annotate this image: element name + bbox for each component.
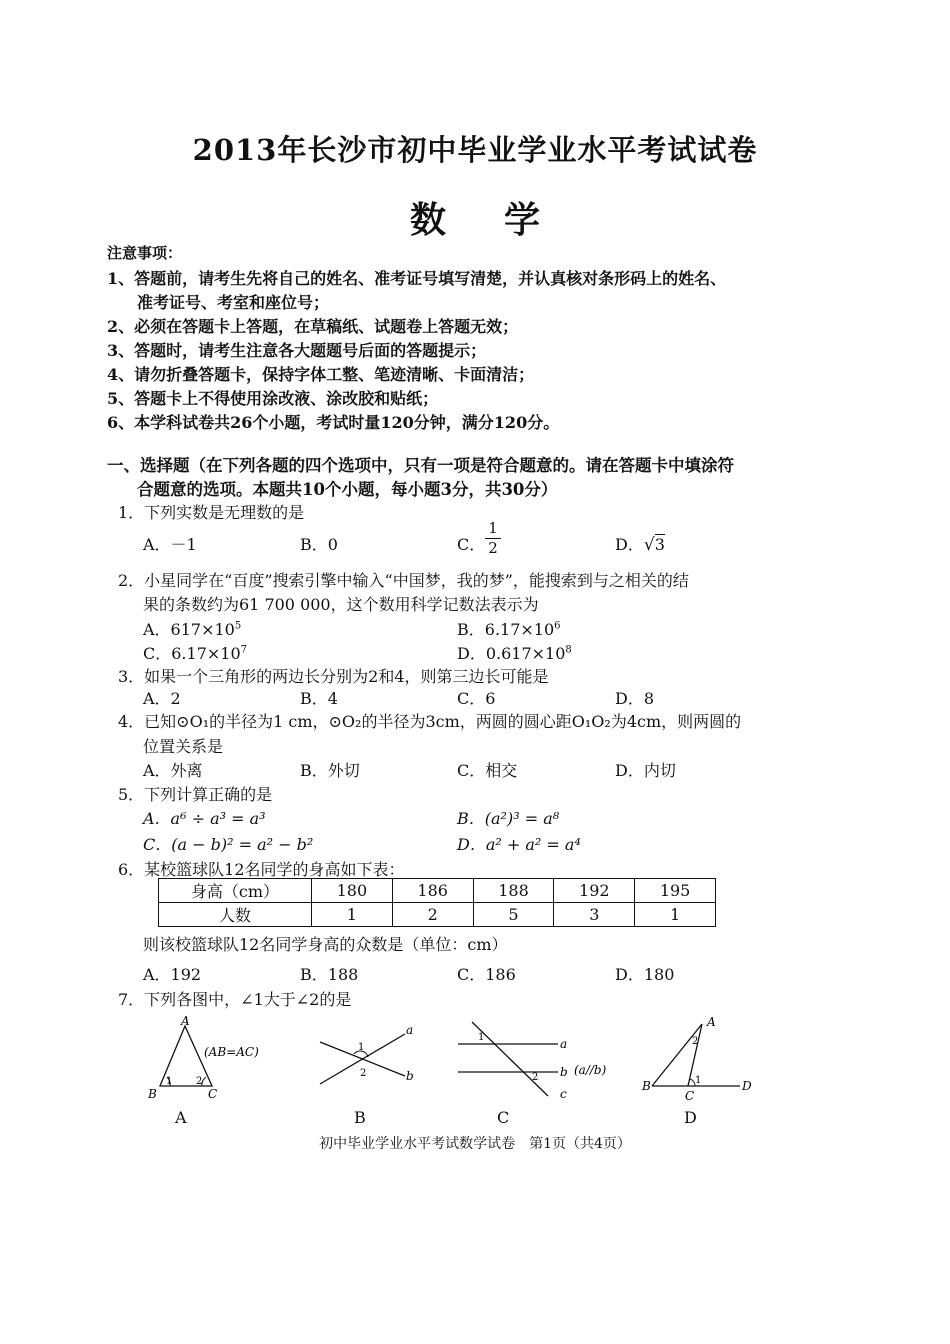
table-cell: 180 xyxy=(312,879,393,903)
q1-stem: 1．下列实数是无理数的是 xyxy=(118,503,305,522)
q1-fraction-num: 1 xyxy=(488,519,498,537)
fig-d-angle-2: 2 xyxy=(692,1036,699,1047)
fig-b-label-b: b xyxy=(406,1069,414,1083)
note-1-cont: 准考证号、考室和座位号； xyxy=(137,293,330,312)
fig-c-label-c: c xyxy=(560,1087,567,1101)
fig-d-label-B: B xyxy=(642,1079,651,1093)
q4-option-a: A．外离 xyxy=(143,761,203,780)
q4-stem-1: 4．已知⊙O₁的半径为1 cm，⊙O₂的半径为3cm，两圆的圆心距O₁O₂为4cm，则两圆的 xyxy=(118,712,742,731)
table-cell: 2 xyxy=(392,903,473,927)
table-cell: 186 xyxy=(392,879,473,903)
fig-a-angle-2: 2 xyxy=(196,1076,203,1087)
fig-a-label-B: B xyxy=(148,1087,157,1101)
q3-option-d: D．8 xyxy=(615,689,655,708)
table-cell: 人数 xyxy=(159,903,312,927)
q3-option-c: C．6 xyxy=(457,689,496,708)
q2-option-c: C．$6.17\times 10^7$ xyxy=(143,644,248,663)
q6-option-c: C．186 xyxy=(457,965,516,984)
note-4: 4、请勿折叠答题卡，保持字体工整、笔迹清晰、卡面清洁； xyxy=(107,365,535,384)
q1-fraction xyxy=(485,520,501,557)
fig-b-label-a: a xyxy=(406,1023,414,1037)
fig-d-angle-1: 1 xyxy=(695,1075,702,1086)
fig-b-angle-2: 2 xyxy=(360,1068,367,1079)
table-cell: 3 xyxy=(554,903,635,927)
heights-table xyxy=(158,878,716,927)
table-cell: 1 xyxy=(635,903,716,927)
fig-d-label-A: A xyxy=(707,1015,716,1029)
table-cell: 5 xyxy=(473,903,554,927)
q4-option-b: B．外切 xyxy=(300,761,360,780)
q6-after: 则该校篮球队12名同学身高的众数是（单位：cm） xyxy=(143,935,508,954)
fig-b-angle-1: 1 xyxy=(358,1042,365,1053)
note-6: 6、本学科试卷共26个小题，考试时量120分钟，满分120分。 xyxy=(107,413,560,432)
q1-option-d: D．√3 xyxy=(615,535,665,555)
q6-option-b: B．188 xyxy=(300,965,359,984)
fig-a-angle-1: 1 xyxy=(166,1076,173,1087)
figure-c-label: C xyxy=(497,1108,510,1127)
figure-a-label: A xyxy=(175,1108,187,1127)
q5-option-a: A．a⁶ ÷ a³ = a³ xyxy=(143,809,266,828)
q2-stem-2: 果的条数约为61 700 000，这个数用科学记数法表示为 xyxy=(143,595,539,614)
table-cell: 1 xyxy=(312,903,393,927)
q1-option-c: C． xyxy=(457,535,486,554)
figure-d-label: D xyxy=(684,1108,697,1127)
section1-heading: 一、选择题（在下列各题的四个选项中，只有一项是符合题意的。请在答题卡中填涂符 xyxy=(107,456,734,475)
fig-a-label-C: C xyxy=(208,1087,218,1101)
table-row xyxy=(159,879,716,903)
table-cell: 身高（cm） xyxy=(159,879,312,903)
fig-d-label-C: C xyxy=(685,1089,695,1103)
q4-option-c: C．相交 xyxy=(457,761,518,780)
q1-option-b: B．0 xyxy=(300,535,338,554)
note-2: 2、必须在答题卡上答题，在草稿纸、试题卷上答题无效； xyxy=(107,317,519,336)
figure-a xyxy=(140,1014,280,1104)
q5-option-c: C．(a − b)² = a² − b² xyxy=(143,835,314,854)
fig-c-condition: (a//b) xyxy=(574,1063,607,1077)
note-1: 1、答题前，请考生先将自己的姓名、准考证号填写清楚，并认真核对条形码上的姓名、 xyxy=(107,269,727,288)
q5-stem: 5．下列计算正确的是 xyxy=(118,785,273,804)
fig-c-label-a: a xyxy=(560,1037,568,1051)
q2-option-b: B．$6.17\times 10^6$ xyxy=(457,620,561,639)
fig-c-angle-1: 1 xyxy=(478,1032,485,1043)
q3-option-b: B．4 xyxy=(300,689,338,708)
table-cell: 188 xyxy=(473,879,554,903)
q7-stem: 7．下列各图中，∠1大于∠2的是 xyxy=(118,990,352,1009)
fig-a-label-A: A xyxy=(181,1014,190,1028)
subject-title: 数学 xyxy=(409,199,598,241)
q6-option-a: A．192 xyxy=(143,965,202,984)
q6-option-d: D．180 xyxy=(615,965,675,984)
q2-option-a: A．$617\times 10^5$ xyxy=(143,620,242,639)
fig-d-label-D: D xyxy=(742,1079,752,1093)
figure-b-label: B xyxy=(354,1108,366,1127)
section1-heading-cont: 合题意的选项。本题共10个小题，每小题3分，共30分） xyxy=(137,480,558,499)
table-cell: 192 xyxy=(554,879,635,903)
figure-c xyxy=(450,1014,625,1104)
q1-option-a: A．－1 xyxy=(143,535,197,554)
fig-a-condition: (AB=AC) xyxy=(204,1045,259,1059)
q6-stem: 6．某校篮球队12名同学的身高如下表： xyxy=(118,860,405,879)
q1-radicand: 3 xyxy=(654,535,665,554)
q4-stem-2: 位置关系是 xyxy=(143,737,224,756)
notes-heading: 注意事项： xyxy=(107,244,183,262)
q5-option-b: B．(a²)³ = a⁸ xyxy=(457,809,560,828)
q3-option-a: A．2 xyxy=(143,689,181,708)
q1-fraction-den: 2 xyxy=(488,539,498,557)
fig-c-angle-2: 2 xyxy=(532,1072,539,1083)
q2-stem-1: 2．小星同学在“百度”搜索引擎中输入“中国梦，我的梦”，能搜索到与之相关的结 xyxy=(118,571,689,590)
page-footer: 初中毕业学业水平考试数学试卷 第1页（共4页） xyxy=(319,1136,631,1152)
q4-option-d: D．内切 xyxy=(615,761,676,780)
note-3: 3、答题时，请考生注意各大题题号后面的答题提示； xyxy=(107,341,487,360)
q3-stem: 3．如果一个三角形的两边长分别为2和4，则第三边长可能是 xyxy=(118,667,549,686)
q2-option-d: D．$0.617\times 10^8$ xyxy=(457,644,572,663)
figure-b xyxy=(310,1014,430,1104)
figure-d xyxy=(640,1014,760,1104)
table-cell: 195 xyxy=(635,879,716,903)
fig-c-label-b: b xyxy=(560,1065,568,1079)
table-row xyxy=(159,903,716,927)
note-5: 5、答题卡上不得使用涂改液、涂改胶和贴纸； xyxy=(107,389,439,408)
page-title: 2013年长沙市初中毕业学业水平考试试卷 xyxy=(192,133,758,167)
q5-option-d: D．a² + a² = a⁴ xyxy=(457,835,581,854)
